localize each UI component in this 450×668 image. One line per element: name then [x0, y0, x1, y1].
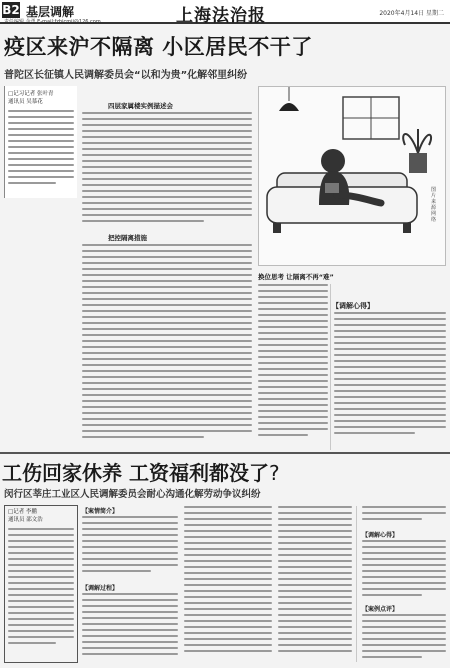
story1-lead-text	[8, 110, 74, 194]
byline-line: □记习记者 张叶青	[8, 91, 54, 97]
newspaper-logo: 上海法治报	[176, 6, 266, 26]
story2-column-text	[82, 593, 178, 663]
story2-column-text	[278, 506, 352, 662]
sofa-illustration	[259, 87, 445, 265]
editor-line: 责任编辑 金勇 E-mail:fzbjcmjj@126.com	[4, 19, 101, 25]
headline-question-mark: ?	[268, 461, 280, 485]
story2-column-text	[82, 516, 178, 578]
issue-date: 2020年4月14日 星期二	[379, 10, 444, 17]
review-text	[334, 312, 446, 450]
story-divider	[0, 452, 450, 454]
page-code: B2	[2, 3, 20, 17]
review-heading: 【调解心得】	[332, 302, 374, 310]
illustration	[258, 86, 446, 266]
byline-line: 通讯员 吴慕花	[8, 99, 43, 105]
section-heading: 换位思考 让隔离不再“难”	[258, 273, 334, 281]
story2-subheadline: 闵行区莘庄工业区人民调解委员会耐心沟通化解劳动争议纠纷	[4, 489, 261, 500]
image-credit: 图片来源网络	[431, 187, 437, 223]
headline-text: 工伤回家休养 工资福利都没了	[2, 461, 269, 485]
story1-column-text	[82, 244, 252, 450]
story2-column-text	[362, 506, 446, 526]
section-heading: 把控隔离措施	[108, 234, 147, 242]
review-label: 【调解心得】	[362, 532, 399, 539]
story2-headline	[2, 457, 280, 486]
story2-lead-text	[8, 528, 74, 656]
column-divider	[356, 506, 357, 662]
story2-column-text	[184, 506, 272, 662]
section-title: 基层调解	[26, 5, 75, 19]
commentary-text	[362, 614, 446, 664]
review-text	[362, 540, 446, 600]
case-summary-label: 【案情简介】	[82, 508, 119, 515]
byline-line: □记者 李鹏	[8, 509, 37, 515]
story1-byline	[8, 90, 53, 106]
story1-subheadline: 普陀区长征镇人民调解委员会“以和为贵”化解邻里纠纷	[4, 70, 248, 81]
story1-column-text	[82, 112, 252, 230]
story1-headline: 疫区来沪不隔离 小区居民不干了	[4, 35, 313, 59]
column-divider	[330, 284, 331, 450]
story2-byline	[8, 508, 43, 524]
section-heading: 四层家属楼实例描述会	[108, 102, 173, 110]
story1-column-text	[258, 284, 328, 450]
mediation-process-label: 【调解过程】	[82, 585, 119, 592]
case-commentary-label: 【案例点评】	[362, 606, 399, 613]
byline-line: 通讯员 邵文浩	[8, 517, 43, 523]
